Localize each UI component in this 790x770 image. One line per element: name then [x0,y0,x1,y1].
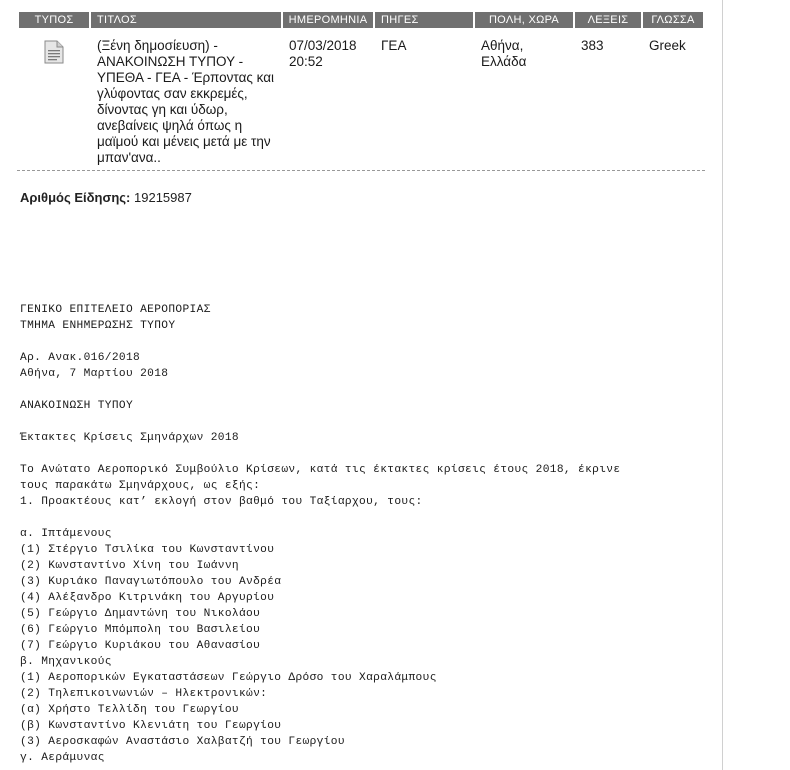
article-body-line: (β) Κωνσταντίνο Κλενιάτη του Γεωργίου [20,720,282,732]
article-title-link[interactable]: (Ξένη δημοσίευση) - ΑΝΑΚΟΙΝΩΣΗ ΤΥΠΟΥ - ΥΠΕΘΑ - ΓΕΑ - Έρποντας και γλύφοντας σαν εκκρεμές, δίνοντας γη και ύδωρ, ανεβαίνεις ψηλά όπως η μαϊμού και μένεις μετά με την μπαν'ανα.. [97,38,275,165]
title-cell [91,28,281,166]
article-body-line: ΓΕΝΙΚΟ ΕΠΙΤΕΛΕΙΟ ΑΕΡΟΠΟΡΙΑΣ [20,304,211,316]
document-icon[interactable] [44,40,64,64]
type-cell [19,28,89,166]
article-body-line: (2) Κωνσταντίνο Χίνη του Ιωάννη [20,560,239,572]
country-value: Ελλάδα [481,54,527,69]
article-body [20,302,710,766]
results-table [17,12,705,166]
article-body-line: τους παρακάτω Σμηνάρχους, ως εξής: [20,480,261,492]
article-body-line: (1) Αεροπορικών Εγκαταστάσεων Γεώργιο Δρόσο του Χαραλάμπους [20,672,437,684]
article-body-line: (3) Αεροσκαφών Αναστάσιο Χαλβατζή του Γεωργίου [20,736,345,748]
column-header-date[interactable]: ΗΜΕΡΟΜΗΝΙΑ [283,12,373,28]
article-body-line: ΑΝΑΚΟΙΝΩΣΗ ΤΥΠΟΥ [20,400,134,412]
article-body-line: (4) Αλέξανδρο Κιτρινάκη του Αργυρίου [20,592,275,604]
source-cell: ΓΕΑ [381,38,407,53]
words-cell: 383 [581,38,604,53]
article-body-line: 1. Προακτέους κατ’ εκλογή στον βαθμό του Ταξίαρχου, τους: [20,496,423,508]
date-value: 07/03/2018 [289,38,357,53]
dashed-divider [17,170,705,171]
language-cell: Greek [649,38,686,53]
column-header-words[interactable]: ΛΕΞΕΙΣ [575,12,641,28]
article-body-line: (2) Τηλεπικοινωνιών – Ηλεκτρονικών: [20,688,268,700]
article-body-line: (3) Κυριάκο Παναγιωτόπουλο του Ανδρέα [20,576,282,588]
article-body-line [20,446,710,462]
article-body-line [20,510,710,526]
article-body-line: Το Ανώτατο Αεροπορικό Συμβούλιο Κρίσεων, κατά τις έκτακτες κρίσεις έτους 2018, έκρινε [20,464,621,476]
news-id-label: Αριθμός Είδησης: [20,190,131,205]
article-body-line [20,382,710,398]
column-header-title[interactable]: ΤΙΤΛΟΣ [91,12,281,28]
city-value: Αθήνα, [481,38,524,53]
article-body-line: Αρ. Ανακ.016/2018 [20,352,141,364]
time-value: 20:52 [289,54,323,69]
column-header-city-country[interactable]: ΠΟΛΗ, ΧΩΡΑ [475,12,573,28]
date-cell [283,28,373,166]
article-body-line: (α) Χρήστο Τελλίδη του Γεωργίου [20,704,239,716]
article-body-line [20,334,710,350]
column-header-sources[interactable]: ΠΗΓΕΣ [375,12,473,28]
article-body-line: (5) Γεώργιο Δημαντώνη του Νικολάου [20,608,261,620]
article-body-line: (1) Στέργιο Τσιλίκα του Κωνσταντίνου [20,544,275,556]
article-body-line [20,414,710,430]
column-header-type[interactable]: ΤΥΠΟΣ [19,12,89,28]
article-body-line: β. Μηχανικούς [20,656,112,668]
column-header-language[interactable]: ΓΛΩΣΣΑ [643,12,703,28]
news-id [20,190,192,205]
news-id-value: 19215987 [134,190,192,205]
article-body-line: (7) Γεώργιο Κυριάκου του Αθανασίου [20,640,261,652]
results-header-row [19,12,703,28]
article-body-line: γ. Αεράμυνας [20,752,105,764]
article-body-line: ΤΜΗΜΑ ΕΝΗΜΕΡΩΣΗΣ ΤΥΠΟΥ [20,320,176,332]
article-body-line: Αθήνα, 7 Μαρτίου 2018 [20,368,169,380]
article-body-line: α. Ιπτάμενους [20,528,112,540]
article-body-line: Έκτακτες Κρίσεις Σμηνάρχων 2018 [20,432,239,444]
location-cell [475,28,573,166]
article-body-line: (6) Γεώργιο Μπόμπολη του Βασιλείου [20,624,261,636]
table-row[interactable] [19,28,703,166]
